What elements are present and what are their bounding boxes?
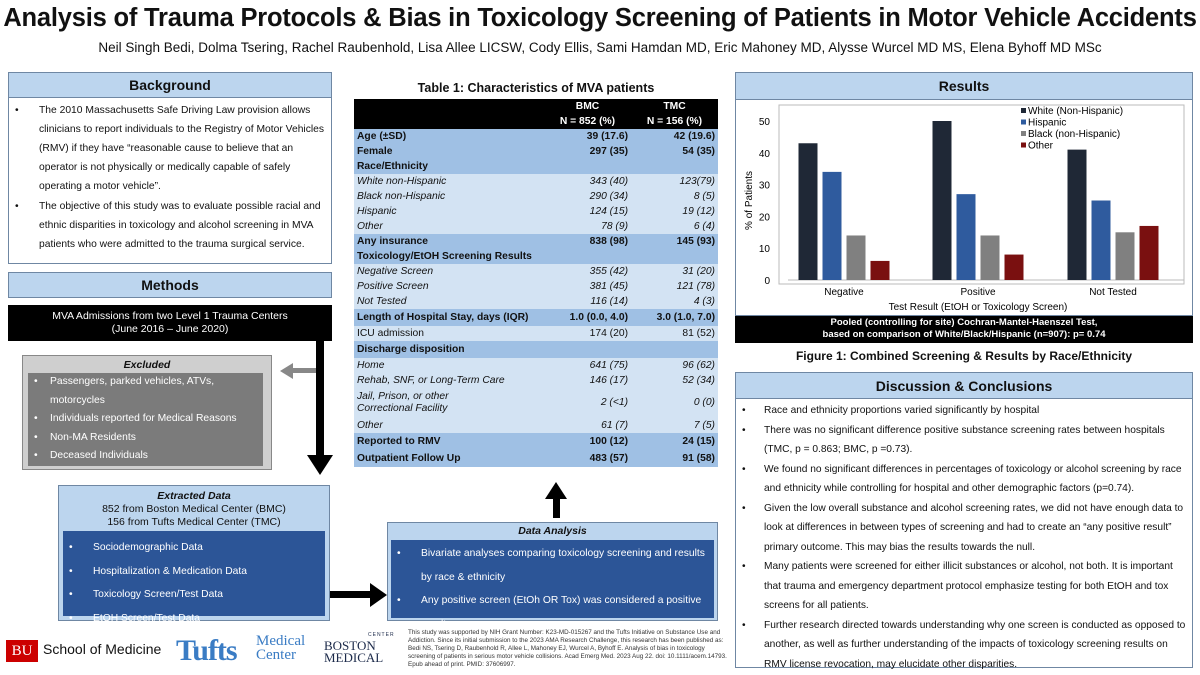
tmc-value: 42 (19.6) (631, 129, 718, 144)
bmc-value (544, 341, 631, 358)
background-heading: Background (8, 72, 332, 98)
table-title: Table 1: Characteristics of MVA patients (417, 81, 655, 95)
tmc-value: 81 (52) (631, 326, 718, 341)
x-category-label: Positive (960, 287, 996, 298)
legend-swatch (1021, 108, 1026, 113)
bar-not-tested-white-non-hispanic- (1068, 150, 1087, 280)
extracted-line: 156 from Tufts Medical Center (TMC) (107, 516, 281, 528)
data-analysis-box (387, 522, 718, 630)
table-row (354, 279, 718, 294)
column-n-tmc: N = 156 (%) (631, 114, 718, 129)
bu-school-text: School of Medicine (43, 641, 162, 657)
bar-positive-white-non-hispanic- (933, 121, 952, 280)
admissions-line: MVA Admissions from two Level 1 Trauma Centers (52, 310, 288, 322)
analysis-item: • Bivariate analyses comparing toxicology screening and results by race & ethnicity (391, 542, 714, 589)
tmc-value: 4 (3) (631, 294, 718, 309)
row-label: Other (354, 219, 544, 234)
row-label: White non-Hispanic (354, 174, 544, 189)
bar-not-tested-black-non-hispanic- (1116, 232, 1135, 280)
exclude-arrow-left-icon (280, 363, 293, 379)
excluded-list (28, 373, 263, 466)
boston-medical-logo (324, 640, 383, 664)
figure-caption: Figure 1: Combined Screening & Results by Race/Ethnicity (795, 349, 1133, 363)
bmc-value: 2 (<1) (544, 388, 631, 418)
bar-chart (736, 100, 1192, 315)
tmc-value: 0 (0) (631, 388, 718, 418)
row-label: Black non-Hispanic (354, 189, 544, 204)
row-label: Home (354, 358, 544, 373)
table-row (354, 341, 718, 358)
y-tick-label: 50 (758, 117, 770, 128)
tmc-value: 91 (58) (631, 450, 718, 467)
boston-logo-line: MEDICAL (324, 650, 384, 665)
bar-not-tested-hispanic (1092, 201, 1111, 281)
bmc-value: 290 (34) (544, 189, 631, 204)
bmc-value: 297 (35) (544, 144, 631, 159)
table-row (354, 264, 718, 279)
bmc-value: 343 (40) (544, 174, 631, 189)
discussion-bullet: • Many patients were screened for either illicit substances or alcohol, not both. It is important that trauma and emergency department protocol emphasize testing for both EtOH and tox screens for all patients. (736, 557, 1192, 616)
tmc-value: 121 (78) (631, 279, 718, 294)
table-row (354, 204, 718, 219)
x-category-label: Negative (824, 287, 864, 298)
row-label: Female (354, 144, 544, 159)
results-heading: Results (735, 72, 1193, 100)
legend-label: Hispanic (1028, 117, 1067, 129)
exclude-arrow-shaft (292, 368, 316, 373)
y-axis-title: % of Patients (744, 171, 755, 230)
bar-positive-black-non-hispanic- (981, 235, 1000, 280)
tmc-value: 123(79) (631, 174, 718, 189)
bmc-value: 78 (9) (544, 219, 631, 234)
chart-container (735, 100, 1193, 316)
tufts-logo-sub (256, 634, 305, 662)
row-label: Length of Hospital Stay, days (IQR) (354, 309, 544, 326)
table-row (354, 144, 718, 159)
bar-positive-hispanic (957, 194, 976, 280)
legend-label: Other (1028, 140, 1054, 152)
discussion-bullet: • There was no significant difference positive substance screening rates between hospitals (TMC, p = 0.863; BMC, p =0.73). (736, 421, 1192, 460)
methods-heading: Methods (8, 272, 332, 298)
institution-logos (6, 632, 402, 667)
pooled-test-box (735, 316, 1193, 343)
boston-logo-line: BOSTON (324, 638, 376, 653)
row-label: Discharge disposition (354, 341, 544, 358)
poster-title: Analysis of Trauma Protocols & Bias in Toxicology Screening of Patients in Motor Vehicle Accidents (3, 4, 1197, 32)
bmc-value: 381 (45) (544, 279, 631, 294)
excluded-item: • Individuals reported for Medical Reasons (28, 410, 263, 429)
row-label: Positive Screen (354, 279, 544, 294)
table-row (354, 450, 718, 467)
row-label: Not Tested (354, 294, 544, 309)
table-row (354, 249, 718, 264)
boston-logo-arc: CENTER (368, 632, 395, 638)
y-tick-label: 40 (758, 148, 770, 160)
x-axis-title: Test Result (EtOH or Toxicology Screen) (888, 302, 1068, 313)
table-row (354, 373, 718, 388)
row-label: Any insurance (354, 234, 544, 249)
y-tick-label: 10 (758, 244, 770, 256)
flow-arrow-shaft (553, 498, 560, 518)
flow-arrow-shaft (316, 340, 324, 455)
extracted-line: 852 from Boston Medical Center (BMC) (102, 503, 286, 515)
analysis-list (391, 542, 714, 636)
discussion-list (736, 399, 1192, 674)
legend-swatch (1021, 120, 1026, 125)
background-bullet: • The 2010 Massachusetts Safe Driving Law provision allows clinicians to report individuals to the Registry of Motor Vehicles (RMV) if they have “reasonable cause to believe that an operator is not physically or medically capable of safely operating a motor vehicle”. (9, 101, 331, 197)
tmc-value: 8 (5) (631, 189, 718, 204)
bmc-value: 124 (15) (544, 204, 631, 219)
tufts-logo: Tufts (176, 634, 237, 667)
legend-swatch (1021, 143, 1026, 148)
discussion-bullet: • Race and ethnicity proportions varied significantly by hospital (736, 401, 1192, 421)
row-label: Negative Screen (354, 264, 544, 279)
pooled-line: based on comparison of White/Black/Hispanic (n=907): p= 0.74 (822, 329, 1106, 340)
bmc-value: 116 (14) (544, 294, 631, 309)
funding-citation: This study was supported by NIH Grant Number: K23-MD-015267 and the Tufts Initiative on Substance Use and Addiction. Since its initial submission to the 2023 AMA Research Challenge, this research has been published as: Bedi NS, Tsering D, Raubenhold R, Allee L, Mahoney EJ, Wurcel A, Byhoff E. Analysis of bias in toxicology screening of patients in serious motor vehicle collisions. Acad Emerg Med. 2023 Aug 22. doi: 10.1111/acem.14793. Epub ahead of print. PMID: 37606997. (408, 629, 727, 668)
table-row (354, 189, 718, 204)
y-tick-label: 30 (758, 180, 770, 192)
background-body (8, 97, 332, 264)
legend-label: Black (non-Hispanic) (1028, 129, 1121, 140)
bar-negative-black-non-hispanic- (847, 235, 866, 280)
table-row (354, 129, 718, 144)
extracted-title: Extracted Data (157, 490, 231, 502)
extracted-item: • EtOH Screen/Test Data (63, 607, 325, 631)
bmc-value: 483 (57) (544, 450, 631, 467)
extracted-data-box (58, 485, 330, 624)
background-list (9, 101, 331, 255)
bmc-value: 838 (98) (544, 234, 631, 249)
bar-negative-hispanic (823, 172, 842, 280)
characteristics-table (354, 99, 718, 467)
flow-arrow-up-icon (545, 482, 567, 499)
table-row (354, 309, 718, 326)
bar-negative-other (871, 261, 890, 280)
bmc-value: 39 (17.6) (544, 129, 631, 144)
bmc-value: 641 (75) (544, 358, 631, 373)
pooled-line: Pooled (controlling for site) Cochran-Mantel-Haenszel Test, (830, 317, 1098, 328)
tmc-value (631, 341, 718, 358)
background-bullet: • The objective of this study was to evaluate possible racial and ethnic disparities in toxicology and alcohol screening in MVA patients who were admitted to the trauma surgical service. (9, 197, 331, 255)
table-row (354, 418, 718, 433)
tufts-sub-line: Medical (256, 633, 306, 649)
discussion-bullet: • We found no significant differences in percentages of toxicology or alcohol screening by race and ethnicity while controlling for hospital and other demographic factors (p=0.74). (736, 460, 1192, 499)
flow-arrow-down-icon (307, 455, 333, 475)
tmc-value: 6 (4) (631, 219, 718, 234)
bmc-value: 61 (7) (544, 418, 631, 433)
column-header-bmc: BMC (544, 99, 631, 114)
tmc-value: 96 (62) (631, 358, 718, 373)
tmc-value (631, 249, 718, 264)
legend-label: White (Non-Hispanic) (1028, 106, 1124, 117)
tmc-value (631, 159, 718, 174)
y-tick-label: 20 (758, 212, 770, 224)
row-label: ICU admission (354, 326, 544, 341)
row-label: Hispanic (354, 204, 544, 219)
tmc-value: 3.0 (1.0, 7.0) (631, 309, 718, 326)
table-row (354, 433, 718, 450)
bmc-value (544, 249, 631, 264)
bmc-value (544, 159, 631, 174)
tmc-value: 19 (12) (631, 204, 718, 219)
table-row (354, 174, 718, 189)
table-row (354, 358, 718, 373)
extracted-list (63, 536, 325, 630)
y-tick-label: 0 (764, 276, 770, 287)
column-header-tmc: TMC (631, 99, 718, 114)
table-row (354, 234, 718, 249)
flow-arrow-right-icon (370, 583, 387, 607)
bmc-value: 174 (20) (544, 326, 631, 341)
table-row (354, 159, 718, 174)
row-label: Age (±SD) (354, 129, 544, 144)
bmc-value: 1.0 (0.0, 4.0) (544, 309, 631, 326)
x-category-label: Not Tested (1089, 287, 1137, 298)
bu-logo: BU (6, 640, 38, 662)
excluded-item: • Passengers, parked vehicles, ATVs, motorcycles (28, 373, 263, 410)
tmc-value: 52 (34) (631, 373, 718, 388)
row-label: Jail, Prison, or other Correctional Facility (354, 388, 544, 418)
admissions-box (8, 305, 332, 341)
row-label: Race/Ethnicity (354, 159, 544, 174)
tufts-sub-line: Center (256, 647, 296, 663)
tmc-value: 54 (35) (631, 144, 718, 159)
bar-negative-white-non-hispanic- (799, 143, 818, 280)
tmc-value: 145 (93) (631, 234, 718, 249)
row-label: Other (354, 418, 544, 433)
discussion-bullet: • Given the low overall substance and alcohol screening rates, we did not have enough data to look at differences in between types of screening and had to create an “any positive result” primary outcome. This may bias the results towards the null. (736, 499, 1192, 558)
bmc-value: 355 (42) (544, 264, 631, 279)
flow-arrow-shaft (330, 591, 372, 598)
table-row (354, 326, 718, 341)
legend-swatch (1021, 131, 1026, 136)
bar-not-tested-other (1140, 226, 1159, 280)
discussion-heading: Discussion & Conclusions (735, 372, 1193, 399)
bmc-value: 146 (17) (544, 373, 631, 388)
bmc-value: 100 (12) (544, 433, 631, 450)
table-row (354, 388, 718, 418)
row-label: Reported to RMV (354, 433, 544, 450)
table-row (354, 294, 718, 309)
discussion-body (735, 398, 1193, 668)
row-label: Toxicology/EtOH Screening Results (354, 249, 544, 264)
extracted-item: • Sociodemographic Data (63, 536, 325, 560)
author-list: Neil Singh Bedi, Dolma Tsering, Rachel Raubenhold, Lisa Allee LICSW, Cody Ellis, Sami Hamdan MD, Eric Mahoney MD, Alysse Wurcel MD MS, Elena Byhoff MD MSc (98, 40, 1102, 55)
extracted-item: • Hospitalization & Medication Data (63, 560, 325, 584)
excluded-item: • Deceased Individuals (28, 447, 263, 466)
excluded-box (22, 355, 272, 470)
tmc-value: 24 (15) (631, 433, 718, 450)
column-n-bmc: N = 852 (%) (544, 114, 631, 129)
excluded-item: • Non-MA Residents (28, 429, 263, 448)
tmc-value: 31 (20) (631, 264, 718, 279)
bar-positive-other (1005, 255, 1024, 280)
table-row (354, 219, 718, 234)
admissions-line: (June 2016 – June 2020) (111, 323, 229, 335)
tmc-value: 7 (5) (631, 418, 718, 433)
extracted-item: • Toxicology Screen/Test Data (63, 583, 325, 607)
discussion-bullet: • Further research directed towards understanding why one screen is conducted as opposed to another, as well as further understanding of the impacts of toxicology screening results on RMV license revocation, may elucidate other disparities. (736, 616, 1192, 675)
row-label: Outpatient Follow Up (354, 450, 544, 467)
excluded-title: Excluded (123, 359, 171, 371)
row-label: Rehab, SNF, or Long-Term Care (354, 373, 544, 388)
analysis-item: • Any positive screen (EtOh OR Tox) was considered a positive result (391, 589, 714, 636)
analysis-title: Data Analysis (518, 525, 587, 537)
